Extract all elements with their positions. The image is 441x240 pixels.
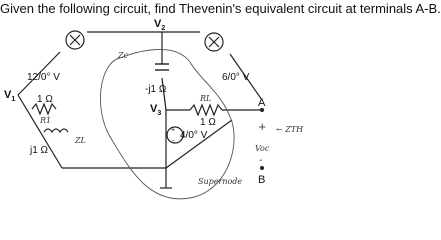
left-source	[66, 31, 84, 49]
r1-value: 1 Ω	[37, 94, 53, 105]
voc-minus: -	[259, 155, 263, 166]
zc-annotation: Zc	[118, 51, 129, 60]
zth-annotation: ← ZTH	[276, 125, 304, 134]
terminal-b-label: B	[258, 174, 266, 186]
resistor-r1	[32, 104, 56, 114]
rl-annotation: RL	[200, 94, 212, 103]
voc-plus: +	[258, 122, 267, 133]
right-source-value: 6/0° V	[222, 72, 250, 83]
capacitor	[155, 64, 169, 70]
node-v1-label: $V_1$	[4, 89, 16, 103]
zl-annotation: ZL	[75, 136, 86, 145]
terminal-a-label: A	[258, 97, 266, 109]
voltage-source-plus: +	[171, 127, 176, 134]
capacitor-value: -j1 Ω	[145, 84, 167, 95]
terminal-b-dot	[260, 166, 264, 170]
right-resistor-value: 1 Ω	[200, 117, 216, 128]
voltage-source-minus: -	[172, 138, 175, 145]
resistor-right	[190, 105, 222, 115]
left-source-value: 12/0° V	[27, 72, 60, 83]
inductor-left	[44, 129, 68, 132]
voltage-source-value: 4/0° V	[180, 130, 208, 141]
voc-annotation: Voc	[255, 144, 270, 153]
page-title: Given the following circuit, find Thevenin's equivalent circuit at terminals A-B.	[0, 1, 441, 16]
node-v2-label: $V_2$	[154, 18, 166, 32]
inductor-value: j1 Ω	[30, 145, 49, 156]
r1-annotation: R1	[40, 116, 52, 125]
supernode-annotation: Supernode	[198, 177, 243, 186]
wire-left-lower	[18, 95, 62, 168]
node-v3-label: $V_3$	[150, 103, 162, 117]
right-source	[205, 33, 223, 51]
